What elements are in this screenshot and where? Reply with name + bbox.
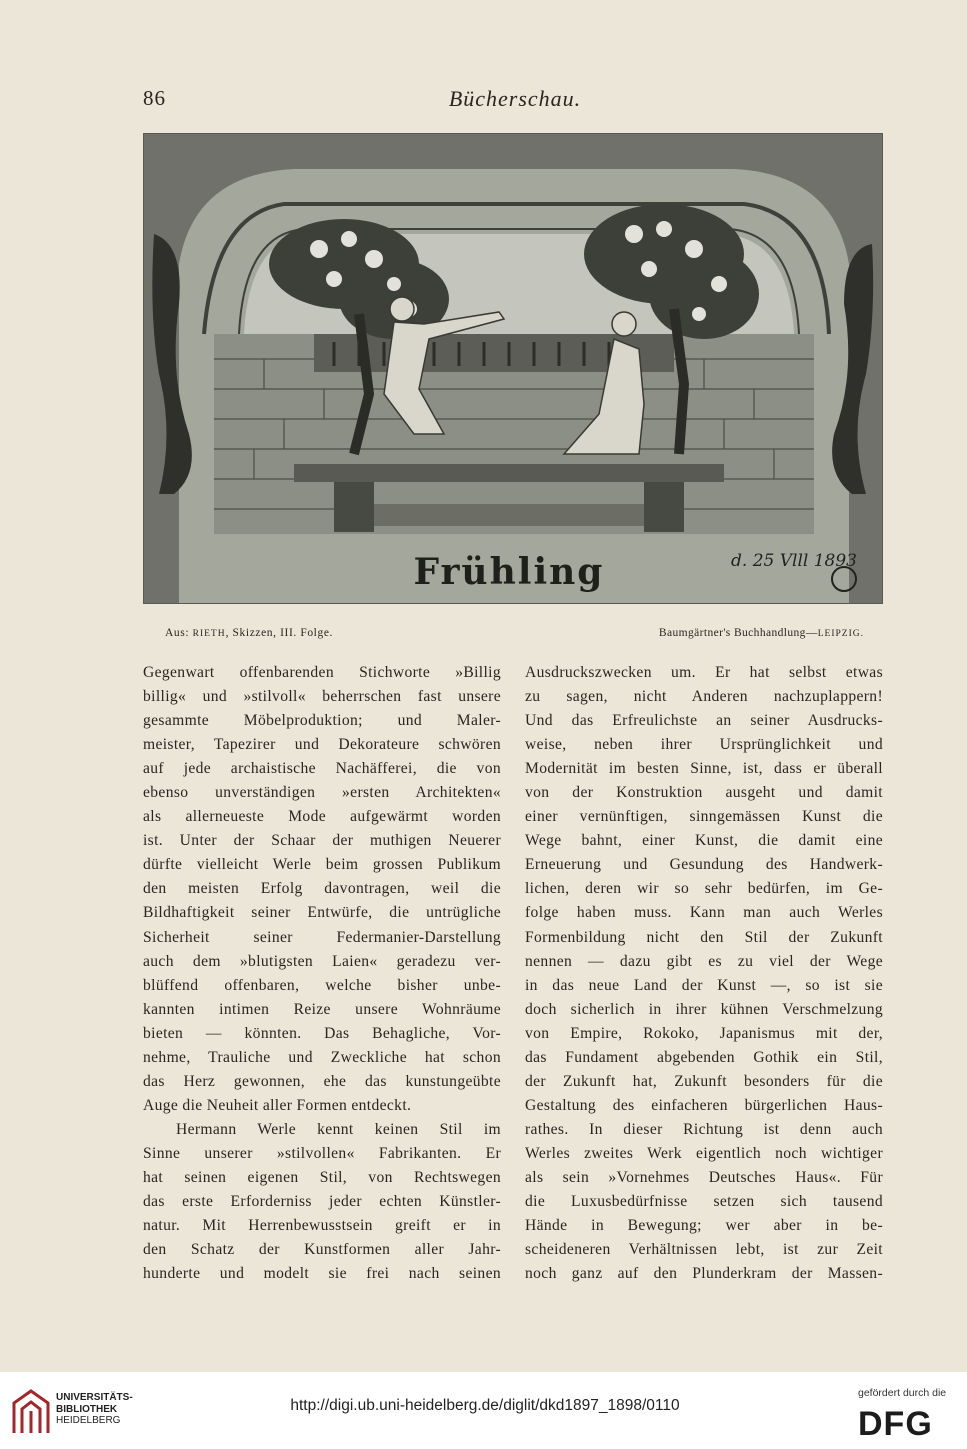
text-line: zu sagen, nicht Anderen nachzuplappern! xyxy=(525,688,883,706)
text-line: nehme, Trauliche und Zweckliche hat schon xyxy=(143,1048,501,1066)
text-line: dürfte vielleicht Werle beim grossen Publikum xyxy=(143,856,501,874)
text-line: auf jede archaistische Nachäfferei, die von xyxy=(143,760,501,778)
text-line: lichen, deren wir so sehr bedürfen, im Ge- xyxy=(525,880,883,898)
text-line: als allerneueste Mode aufgewärmt worden xyxy=(143,808,501,826)
text-line: gesammte Möbelproduktion; und Maler- xyxy=(143,712,501,730)
text-line: weise, neben ihrer Ursprünglichkeit und xyxy=(525,736,883,754)
university-library-name: UNIVERSITÄTS- BIBLIOTHEK HEIDELBERG xyxy=(56,1392,133,1426)
funding-note: gefördert durch die xyxy=(858,1387,947,1399)
text-line: hunderte und modelt sie frei nach seinen xyxy=(143,1265,501,1283)
text-line: Auge die Neuheit aller Formen entdeckt. xyxy=(143,1096,412,1114)
text-line: Hermann Werle kennt keinen Stil im xyxy=(176,1120,501,1138)
text-line: folge haben muss. Kann man auch Werles xyxy=(525,904,883,922)
caption-publisher: Baumgärtner's Buchhandlung—LEIPZIG. xyxy=(658,627,864,639)
permalink-url[interactable]: http://digi.ub.uni-heidelberg.de/diglit/dkd1897_1898/0110 xyxy=(290,1397,680,1414)
text-line: einer vernünftigen, sinngemässen Kunst die xyxy=(525,808,883,826)
text-line: den meisten Erfolg davontragen, weil die xyxy=(143,880,501,898)
text-line: der Zukunft hat, Zukunft besonders für die xyxy=(525,1072,883,1090)
text-line: Wege bahnt, einer Kunst, die damit eine xyxy=(525,832,883,850)
digitization-footer xyxy=(0,1372,967,1449)
text-line: noch ganz auf den Plunderkram der Massen- xyxy=(525,1265,883,1283)
text-line: Gestaltung des einfacheren bürgerlichen Haus- xyxy=(525,1096,883,1114)
text-line: das erste Erforderniss jeder echten Künstler- xyxy=(143,1193,501,1211)
text-line: hat seinen eigenen Stil, von Rechtswegen xyxy=(143,1168,501,1186)
university-library-logo-icon xyxy=(10,1387,52,1435)
text-line: blüffend offenbaren, welche bisher unbe- xyxy=(143,976,501,994)
text-line: nennen — dazu gibt es zu viel der Wege xyxy=(525,952,883,970)
text-line: als sein »Vornehmes Deutsches Haus«. Für xyxy=(525,1168,883,1186)
text-column-right xyxy=(525,661,883,1286)
text-line: rathes. In dieser Richtung ist denn auch xyxy=(525,1120,883,1138)
text-line: Ausdruckszwecken um. Er hat selbst etwas xyxy=(525,664,883,681)
dfg-logo-icon xyxy=(858,1405,953,1439)
svg-text:DFG: DFG xyxy=(858,1405,933,1439)
illustration-signature: d. 25 Vlll 1893 xyxy=(731,551,857,571)
text-line: Gegenwart offenbarenden Stichworte »Billig xyxy=(143,664,501,681)
illustration-inscription: Frühling xyxy=(413,551,605,593)
text-line: die Luxusbedürfnisse setzen sich tausend xyxy=(525,1193,883,1211)
caption-source: Aus: RIETH, Skizzen, III. Folge. xyxy=(165,627,334,639)
text-line: in das neue Land der Kunst —, so ist sie xyxy=(525,976,883,994)
text-line: bieten — könnten. Das Behagliche, Vor- xyxy=(143,1024,501,1042)
text-line: von der Konstruktion ausgeht und damit xyxy=(525,784,883,802)
text-line: ebenso unverständigen »ersten Architekten« xyxy=(143,784,501,802)
text-line: auch dem »blutigsten Laien« geradezu ver- xyxy=(143,952,501,970)
text-column-left xyxy=(143,661,501,1286)
running-title: Bücherschau. xyxy=(448,86,582,111)
text-line: von Empire, Rokoko, Japanismus mit der, xyxy=(525,1024,883,1042)
text-line: Modernität im besten Sinne, ist, dass er überall xyxy=(525,760,883,778)
text-line: meister, Tapezirer und Dekorateure schwören xyxy=(143,736,501,754)
text-line: das Herz gewonnen, ehe das kunstungeübte xyxy=(143,1072,501,1090)
text-line: billig« und »stilvoll« beherrschen fast unsere xyxy=(143,688,501,706)
illustration-fruehling xyxy=(143,133,883,604)
text-line: Formenbildung nicht den Stil der Zukunft xyxy=(525,928,883,946)
text-line: natur. Mit Herrenbewusstsein greift er in xyxy=(143,1217,501,1235)
text-line: das Fundament abgebenden Gothik ein Stil, xyxy=(525,1048,883,1066)
text-line: Bildhaftigkeit seiner Entwürfe, die untrügliche xyxy=(143,904,501,922)
text-line: Sinne unserer »stilvollen« Fabrikanten. Er xyxy=(143,1144,501,1162)
text-line: Sicherheit seiner Federmanier-Darstellung xyxy=(143,928,501,946)
page-number: 86 xyxy=(143,86,166,110)
text-line: Und das Erfreulichste an seiner Ausdrucks- xyxy=(525,712,883,730)
text-line: Werles zweites Werk eigentlich noch wichtiger xyxy=(525,1144,883,1162)
text-line: ist. Unter der Schaar der muthigen Neuerer xyxy=(143,832,501,850)
text-line: den Schatz der Kunstformen aller Jahr- xyxy=(143,1241,501,1259)
text-line: Hände in Bewegung; wer aber in be- xyxy=(525,1217,883,1235)
text-line: Erneuerung und Gesundung des Handwerk- xyxy=(525,856,883,874)
text-line: kannten intimen Reize unsere Wohnräume xyxy=(143,1000,501,1018)
text-line: doch sicherlich in ihrer kühnen Verschmelzung xyxy=(525,1000,883,1018)
text-line: scheideneren Verhältnissen lebt, ist zur Zeit xyxy=(525,1241,883,1259)
